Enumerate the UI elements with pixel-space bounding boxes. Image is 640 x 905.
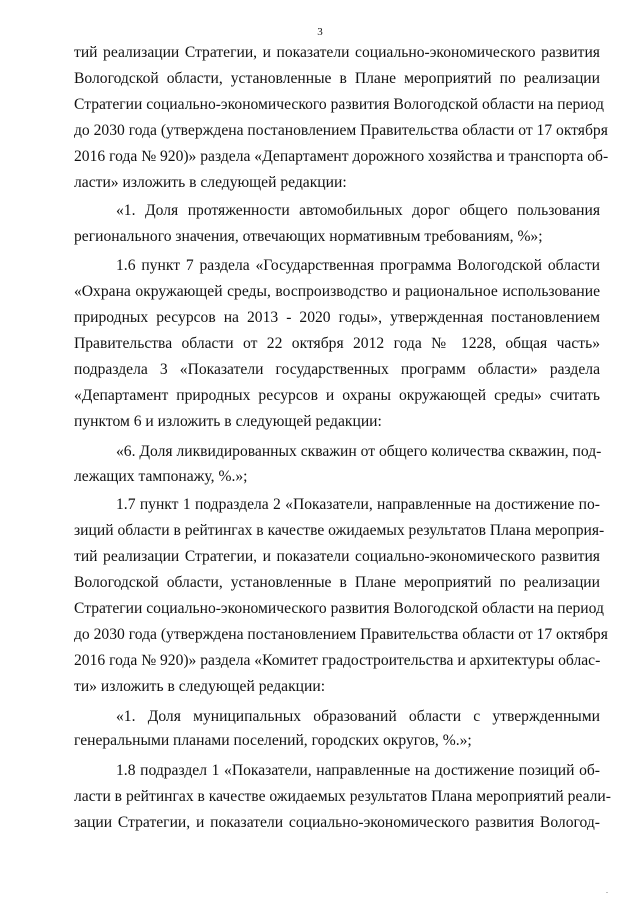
text-line: природных ресурсов на 2013 - 2020 годы», утвержденная постановлением	[74, 309, 600, 326]
text-line: «6. Доля ликвидированных скважин от общего количества скважин, под-	[116, 443, 602, 460]
text-line: Вологодской области, установленные в Плане мероприятий по реализации	[74, 574, 600, 591]
text-line: подраздела 3 «Показатели государственных программ области» раздела	[74, 361, 600, 378]
text-line: 1.8 подраздел 1 «Показатели, направленные на достижение позиций об-	[116, 762, 600, 779]
text-line: до 2030 года (утверждена постановлением Правительства области от 17 октября	[74, 122, 608, 139]
text-line: зации Стратегии, и показатели социально-экономического развития Вологод-	[74, 814, 600, 831]
text-line: «1. Доля муниципальных образований области с утвержденными	[116, 708, 600, 725]
page-number: 3	[317, 26, 323, 38]
text-line: 2016 года № 920)» раздела «Департамент дорожного хозяйства и транспорта об-	[74, 148, 609, 165]
text-line: пунктом 6 и изложить в следующей редакции:	[74, 413, 382, 430]
text-line: Стратегии социально-экономического развития Вологодской области на период	[74, 96, 604, 113]
text-line: «Охрана окружающей среды, воспроизводство и рациональное использование	[74, 283, 600, 300]
scan-speck: .	[606, 886, 608, 895]
text-line: до 2030 года (утверждена постановлением Правительства области от 17 октября	[74, 626, 608, 643]
text-line: ласти» изложить в следующей редакции:	[74, 174, 347, 191]
text-line: регионального значения, отвечающих нормативным требованиям, %»;	[74, 228, 543, 245]
text-line: зиций области в рейтингах в качестве ожидаемых результатов Плана мероприя-	[74, 522, 605, 539]
text-line: Вологодской области, установленные в Плане мероприятий по реализации	[74, 70, 600, 87]
text-line: лежащих тампонажу, %.»;	[74, 468, 248, 485]
text-line: 2016 года № 920)» раздела «Комитет градостроительства и архитектуры облас-	[74, 652, 601, 669]
text-line: генеральными планами поселений, городских округов, %.»;	[74, 732, 472, 749]
text-line: тий реализации Стратегии, и показатели социально-экономического развития	[74, 548, 600, 565]
text-line: «1. Доля протяженности автомобильных дорог общего пользования	[116, 202, 600, 219]
text-line: тий реализации Стратегии, и показатели социально-экономического развития	[74, 44, 600, 61]
text-line: 1.7 пункт 1 подраздела 2 «Показатели, направленные на достижение по-	[116, 496, 600, 513]
text-line: 1.6 пункт 7 раздела «Государственная программа Вологодской области	[116, 257, 600, 274]
text-line: Стратегии социально-экономического развития Вологодской области на период	[74, 600, 604, 617]
text-line: ласти в рейтингах в качестве ожидаемых результатов Плана мероприятий реали-	[74, 788, 611, 805]
text-line: ти» изложить в следующей редакции:	[74, 678, 326, 695]
text-line: Правительства области от 22 октября 2012 года № 1228, общая часть»	[74, 335, 600, 352]
text-line: «Департамент природных ресурсов и охраны окружающей среды» считать	[74, 387, 600, 404]
